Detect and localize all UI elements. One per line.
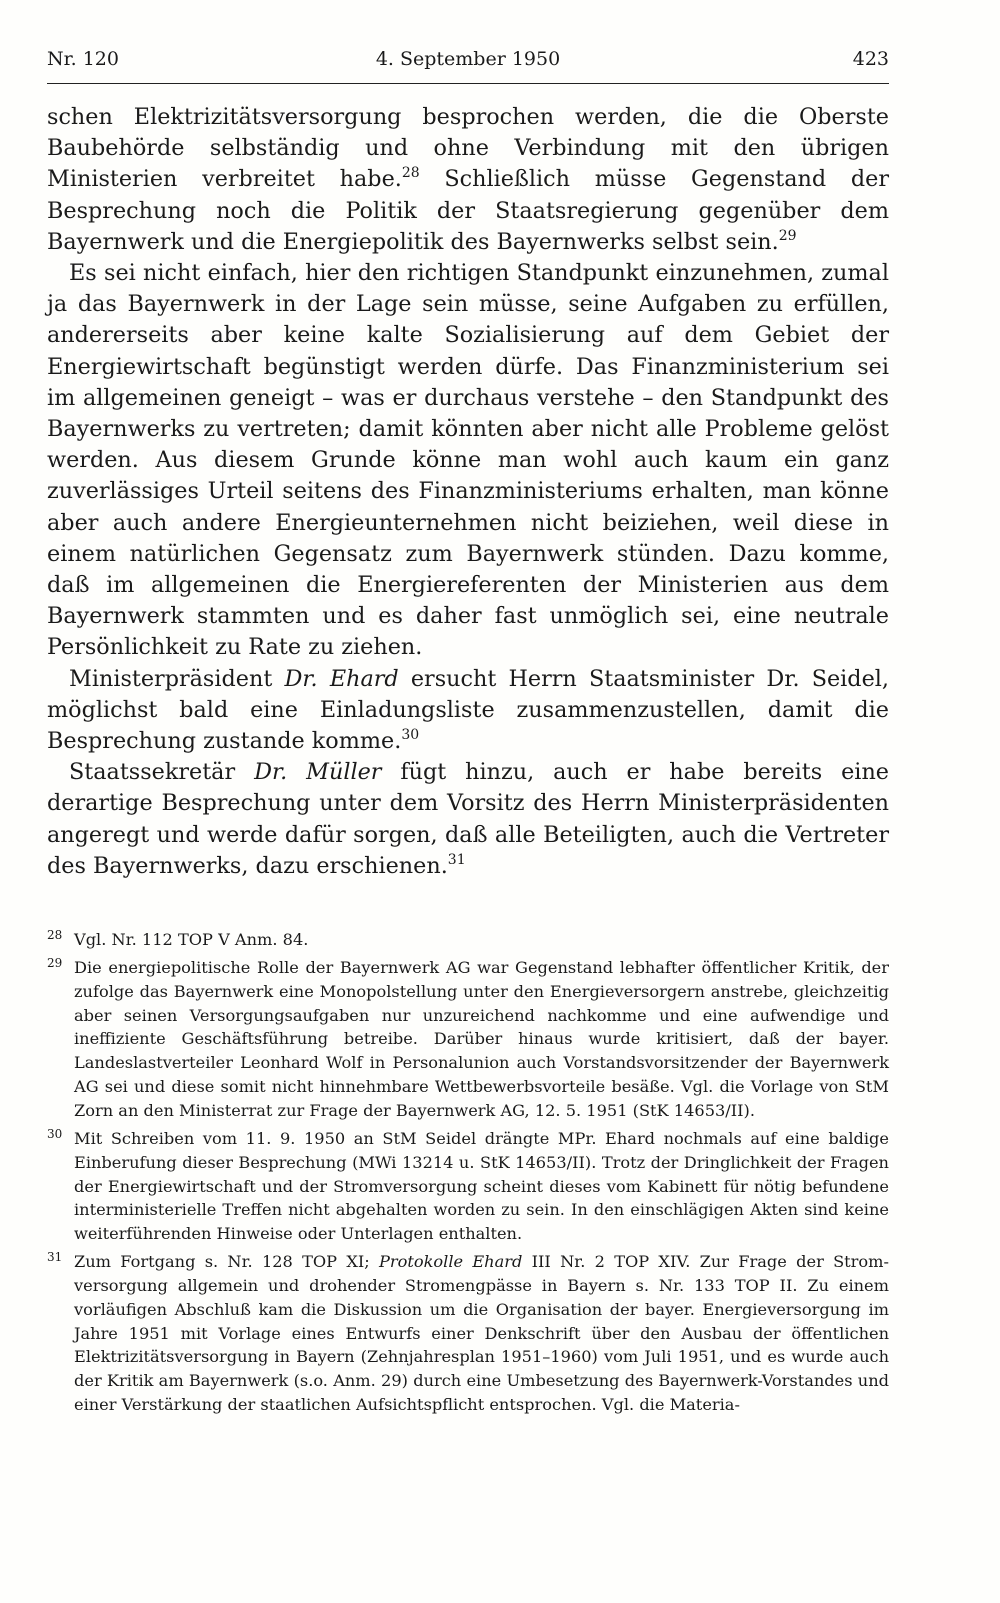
paragraph-text: ersucht Herrn Staatsminister Dr. Seidel, möglichst bald eine Einladungsliste zusammenzustellen, damit die Besprechung zustande komme. [47,665,889,755]
paragraph [47,664,889,758]
footnote-text: Die energiepolitische Rolle der Bayernwerk AG war Gegenstand lebhafter öffentlicher Kritik, der zufolge das Bayernwerk eine Monopolstellung unter den Energieversorgern anstrebe, gleichzeitig aber seinen Versorgungsaufgaben nur unzureichend nachkomme und eine aufwendige und ineffiziente Geschäftsführung betreibe. Darüber hinaus wurde kritisiert, daß der bayer. Landeslastverteiler Leonhard Wolf in Personalunion auch Vorstandsvorsitzender der Bayernwerk AG sei und diese somit nicht hinnehmbare Wettbewerbsvorteile besäße. Vgl. die Vorlage von StM Zorn an den Ministerrat zur Frage der Bayernwerk AG, 12. 5. 1951 (StK 14653/II). [74,957,889,1120]
paragraph [47,102,889,258]
footnote-reference: 28 [401,165,420,182]
footnotes-section [47,928,889,1417]
document-date: 4. September 1950 [375,48,561,70]
paragraph [47,757,889,882]
speaker-name: Ehard [329,665,399,692]
running-header [47,44,889,74]
speaker-title: Dr. [284,665,330,692]
paragraph: Es sei nicht einfach, hier den richtigen Standpunkt einzunehmen, zumal ja das Bayernwerk in der Lage sein müsse, seine Aufgaben zu erfüllen, andererseits aber keine kalte Sozialisierung auf dem Gebiet der Energiewirtschaft begünstigt werden dürfe. Das Finanzministerium sei im allgemeinen geneigt – was er durchaus verstehe – den Standpunkt des Bayernwerks zu vertreten; damit könnten aber nicht alle Probleme gelöst werden. Aus diesem Grunde könne man wohl auch kaum ein ganz zuverlässiges Urteil seitens des Finanzministeriums erhalten, man könne aber auch andere Energieunternehmen nicht beiziehen, weil diese in einem natürlichen Gegensatz zum Bayernwerk stünden. Dazu komme, daß im allgemeinen die Energiereferenten der Ministerien aus dem Bayernwerk stammten und es daher fast unmöglich sei, eine neutrale Persönlichkeit zu Rate zu ziehen. [47,260,889,661]
document-page [47,44,889,1421]
footnote-text: Mit Schreiben vom 11. 9. 1950 an StM Seidel drängte MPr. Ehard nochmals auf eine baldige Einberufung dieser Besprechung (MWi 13214 u. StK 14653/II). Trotz der Dringlichkeit der Fragen der Energiewirtschaft und der Stromversorgung scheint dieses vom Kabinett für nötig befundene interministerielle Treffen nicht abgehalten worden zu sein. In den einschlägigen Akten sind keine weiterführenden Hinweise oder Unterlagen enthalten. [74,1128,889,1244]
footnote-number: 28 [47,928,63,943]
footnote-reference: 31 [447,851,466,868]
paragraph-text: schen Elektrizitätsversorgung besprochen werden, die die Oberste Baubehörde selbständig und ohne Verbindung mit den übrigen Ministerien verbreitet habe. [47,104,889,193]
paragraph-text: Ministerpräsident [69,665,285,692]
document-number: Nr. 120 [47,48,119,70]
speaker-title: Dr. [254,759,307,786]
paragraph-text: Staatssekretär [69,759,255,786]
page-number: 423 [852,48,889,70]
footnote [47,1127,889,1246]
footnote-text: Zum Fortgang s. Nr. 128 TOP XI; [74,1252,379,1272]
paragraph-text: fügt hinzu, auch er habe bereits eine derartige Besprechung unter dem Vorsitz des Herrn Ministerpräsidenten angeregt und werde dafür sorgen, daß alle Beteiligten, auch die Vertreter des Bayernwerks, dazu erschienen. [47,759,889,879]
footnote-number: 30 [47,1126,63,1141]
paragraph-text: Schließlich müsse Gegenstand der Besprechung noch die Politik der Staatsregierung gegenüber dem Bayernwerk und die Energiepolitik des Bayernwerks selbst sein. [47,166,889,255]
footnote-reference: 29 [778,227,797,244]
footnote [47,1250,889,1417]
header-rule [47,83,889,84]
speaker-name: Müller [306,759,382,786]
footnote [47,928,889,952]
footnote-reference: 30 [401,727,420,744]
footnote-text: III Nr. 2 TOP XIV. Zur Frage der Stromversorgung allgemein und drohender Stromengpässe in Bayern s. Nr. 133 TOP II. Zu einem vorläufigen Abschluß kam die Diskussion um die Organisation der bayer. Energieversorgung im Jahre 1951 mit Vorlage eines Entwurfs einer Denkschrift über den Ausbau der öffentlichen Elektrizitätsversorgung in Bayern (Zehnjahresplan 1951–1960) vom Juli 1951, und es wurde auch der Kritik am Bayernwerk (s.o. Anm. 29) durch eine Umbesetzung des Bayernwerk-Vorstandes und einer Verstärkung der staatlichen Aufsichtspflicht entsprochen. Vgl. die Materia- [74,1252,889,1415]
main-text [47,102,889,882]
footnote-number: 29 [47,955,63,970]
footnote-number: 31 [47,1250,63,1265]
footnote-citation-title: Protokolle Ehard [378,1252,523,1272]
footnote [47,956,889,1123]
footnote-text: Vgl. Nr. 112 TOP V Anm. 84. [74,930,309,950]
